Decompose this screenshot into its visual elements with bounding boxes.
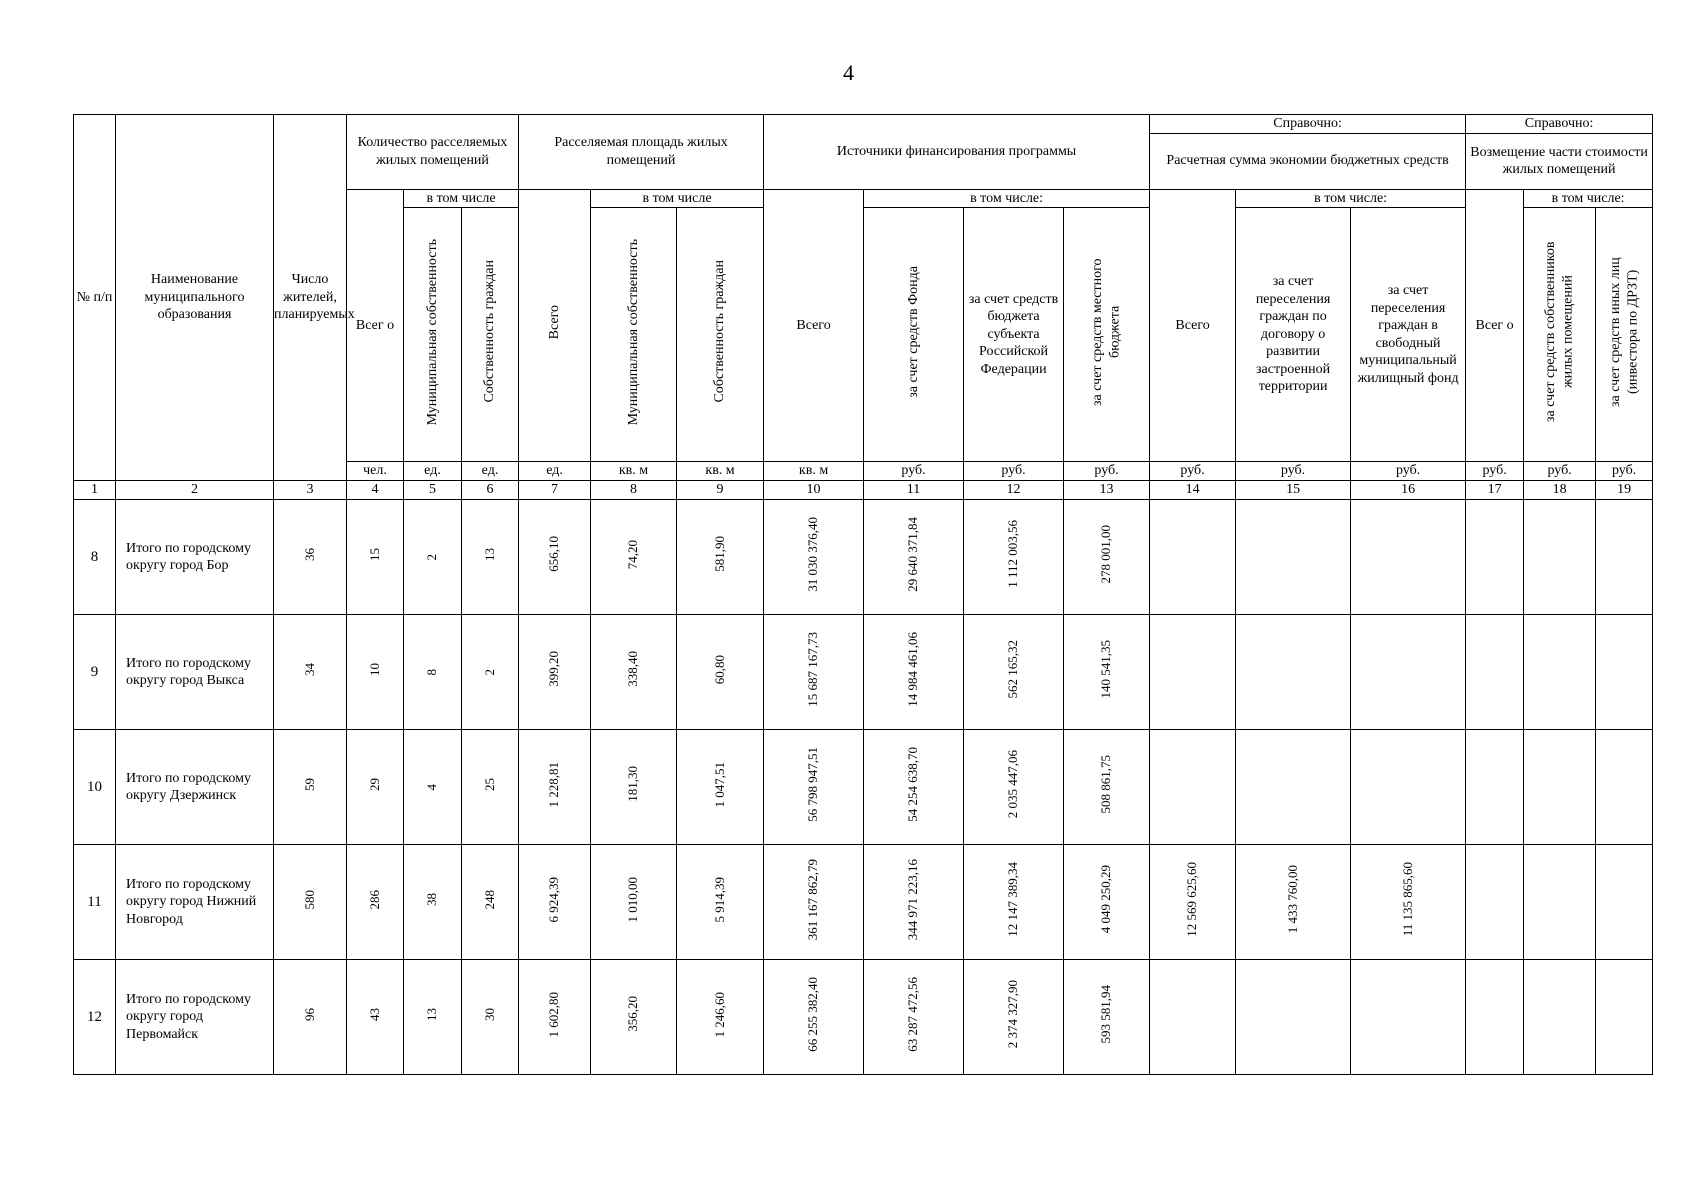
- municipality-name: Итого по городскому округу город Выкса: [116, 615, 274, 730]
- value-cell: 1 010,00: [591, 845, 677, 960]
- municipality-name: Итого по городскому округу город Бор: [116, 500, 274, 615]
- column-number-cell: 9: [677, 481, 764, 500]
- page-number: 4: [843, 60, 854, 85]
- value-cell: 1 602,80: [519, 960, 591, 1075]
- value-cell: 581,90: [677, 500, 764, 615]
- column-number-cell: 19: [1596, 481, 1653, 500]
- value-cell: 344 971 223,16: [864, 845, 964, 960]
- column-number-cell: 5: [404, 481, 462, 500]
- header-area-incl: в том числе: [591, 189, 764, 208]
- value-cell: 31 030 376,40: [764, 500, 864, 615]
- value-cell: 29 640 371,84: [864, 500, 964, 615]
- value-cell: [1351, 500, 1466, 615]
- header-finance-total: Всего: [764, 189, 864, 462]
- value-cell: 34: [274, 615, 347, 730]
- value-cell: [1596, 500, 1653, 615]
- value-cell: 1 228,81: [519, 730, 591, 845]
- municipality-name: Итого по городскому округу город Первомайск: [116, 960, 274, 1075]
- unit-cell: руб.: [1524, 462, 1596, 481]
- unit-cell: чел.: [347, 462, 404, 481]
- value-cell: 12 147 389,34: [964, 845, 1064, 960]
- column-number-cell: 18: [1524, 481, 1596, 500]
- header-reimb-owners: за счет средств собственников жилых помещений: [1524, 208, 1596, 462]
- value-cell: [1351, 730, 1466, 845]
- value-cell: [1236, 500, 1351, 615]
- row-number: 9: [74, 615, 116, 730]
- value-cell: 2 035 447,06: [964, 730, 1064, 845]
- value-cell: 1 112 003,56: [964, 500, 1064, 615]
- header-reference-2: Справочно:: [1466, 115, 1653, 134]
- value-cell: 10: [347, 615, 404, 730]
- value-cell: [1150, 960, 1236, 1075]
- value-cell: [1466, 500, 1524, 615]
- column-number-cell: 14: [1150, 481, 1236, 500]
- header-finance-fund: за счет средств Фонда: [864, 208, 964, 462]
- value-cell: 15 687 167,73: [764, 615, 864, 730]
- value-cell: [1236, 960, 1351, 1075]
- value-cell: 96: [274, 960, 347, 1075]
- value-cell: 15: [347, 500, 404, 615]
- value-cell: [1466, 615, 1524, 730]
- header-reimbursement-group: Возмещение части стоимости жилых помещений: [1466, 133, 1653, 189]
- value-cell: [1524, 960, 1596, 1075]
- column-number-cell: 13: [1064, 481, 1150, 500]
- header-finance-group: Источники финансирования программы: [764, 115, 1150, 190]
- unit-cell: кв. м: [677, 462, 764, 481]
- header-savings-total: Всего: [1150, 189, 1236, 462]
- column-number-cell: 12: [964, 481, 1064, 500]
- unit-cell: кв. м: [591, 462, 677, 481]
- unit-cell: руб.: [864, 462, 964, 481]
- value-cell: 1 246,60: [677, 960, 764, 1075]
- unit-cell: руб.: [1236, 462, 1351, 481]
- unit-cell: кв. м: [764, 462, 864, 481]
- column-number-row: [74, 481, 1653, 500]
- value-cell: [1524, 615, 1596, 730]
- resettlement-table: [73, 114, 1653, 1075]
- header-no: № п/п: [74, 115, 116, 481]
- value-cell: 248: [462, 845, 519, 960]
- value-cell: 12 569 625,60: [1150, 845, 1236, 960]
- header-area-group: Расселяемая площадь жилых помещений: [519, 115, 764, 190]
- value-cell: 36: [274, 500, 347, 615]
- unit-cell: руб.: [964, 462, 1064, 481]
- unit-cell: руб.: [1596, 462, 1653, 481]
- unit-cell: руб.: [1351, 462, 1466, 481]
- header-finance-incl: в том числе:: [864, 189, 1150, 208]
- value-cell: 6 924,39: [519, 845, 591, 960]
- header-units-total: Всег о: [347, 189, 404, 462]
- unit-cell: ед.: [519, 462, 591, 481]
- column-number-cell: 8: [591, 481, 677, 500]
- value-cell: 66 255 382,40: [764, 960, 864, 1075]
- value-cell: 508 861,75: [1064, 730, 1150, 845]
- value-cell: 356,20: [591, 960, 677, 1075]
- row-number: 10: [74, 730, 116, 845]
- row-number: 8: [74, 500, 116, 615]
- header-reimb-total: Всег о: [1466, 189, 1524, 462]
- unit-cell: руб.: [1150, 462, 1236, 481]
- value-cell: [1596, 960, 1653, 1075]
- column-number-cell: 10: [764, 481, 864, 500]
- value-cell: [1596, 730, 1653, 845]
- column-number-cell: 2: [116, 481, 274, 500]
- header-units-group: Количество расселяемых жилых помещений: [347, 115, 519, 190]
- value-cell: 2 374 327,90: [964, 960, 1064, 1075]
- municipality-name: Итого по городскому округу Дзержинск: [116, 730, 274, 845]
- header-name: Наименование муниципального образования: [116, 115, 274, 481]
- row-number: 11: [74, 845, 116, 960]
- header-reference-1: Справочно:: [1150, 115, 1466, 134]
- header-finance-regional: за счет средств бюджета субъекта Российской Федерации: [964, 208, 1064, 462]
- value-cell: 399,20: [519, 615, 591, 730]
- value-cell: [1150, 500, 1236, 615]
- value-cell: 5 914,39: [677, 845, 764, 960]
- value-cell: [1236, 615, 1351, 730]
- column-number-cell: 11: [864, 481, 964, 500]
- column-number-cell: 7: [519, 481, 591, 500]
- table-row: [74, 500, 1653, 615]
- header-area-municipal: Муниципальная собственность: [591, 208, 677, 462]
- unit-cell: руб.: [1064, 462, 1150, 481]
- value-cell: 580: [274, 845, 347, 960]
- value-cell: 60,80: [677, 615, 764, 730]
- value-cell: [1150, 730, 1236, 845]
- value-cell: 29: [347, 730, 404, 845]
- header-units-municipal: Муниципальная собственность: [404, 208, 462, 462]
- value-cell: 656,10: [519, 500, 591, 615]
- header-reimb-incl: в том числе:: [1524, 189, 1653, 208]
- value-cell: 63 287 472,56: [864, 960, 964, 1075]
- value-cell: [1150, 615, 1236, 730]
- value-cell: [1466, 960, 1524, 1075]
- column-number-cell: 15: [1236, 481, 1351, 500]
- value-cell: [1236, 730, 1351, 845]
- column-number-cell: 17: [1466, 481, 1524, 500]
- value-cell: 2: [462, 615, 519, 730]
- value-cell: [1524, 845, 1596, 960]
- value-cell: 14 984 461,06: [864, 615, 964, 730]
- unit-cell: руб.: [1466, 462, 1524, 481]
- value-cell: [1524, 500, 1596, 615]
- table-row: [74, 615, 1653, 730]
- header-units-incl: в том числе: [404, 189, 519, 208]
- value-cell: 13: [404, 960, 462, 1075]
- header-area-total: Всего: [519, 189, 591, 462]
- value-cell: 56 798 947,51: [764, 730, 864, 845]
- value-cell: 278 001,00: [1064, 500, 1150, 615]
- value-cell: [1351, 615, 1466, 730]
- value-cell: 4: [404, 730, 462, 845]
- header-savings-group: Расчетная сумма экономии бюджетных средств: [1150, 133, 1466, 189]
- value-cell: 562 165,32: [964, 615, 1064, 730]
- unit-cell: ед.: [462, 462, 519, 481]
- unit-cell: ед.: [404, 462, 462, 481]
- value-cell: 140 541,35: [1064, 615, 1150, 730]
- value-cell: 13: [462, 500, 519, 615]
- value-cell: 43: [347, 960, 404, 1075]
- value-cell: 181,30: [591, 730, 677, 845]
- value-cell: 30: [462, 960, 519, 1075]
- header-reimb-investor: за счет средств иных лиц (инвестора по ДРЗТ): [1596, 208, 1653, 462]
- value-cell: 74,20: [591, 500, 677, 615]
- column-number-cell: 4: [347, 481, 404, 500]
- value-cell: 1 433 760,00: [1236, 845, 1351, 960]
- column-number-cell: 6: [462, 481, 519, 500]
- header-savings-dev-contract: за счет переселения граждан по договору о развитии застроенной территории: [1236, 208, 1351, 462]
- value-cell: 54 254 638,70: [864, 730, 964, 845]
- value-cell: 8: [404, 615, 462, 730]
- header-units-citizens: Собственность граждан: [462, 208, 519, 462]
- value-cell: 338,40: [591, 615, 677, 730]
- value-cell: 2: [404, 500, 462, 615]
- table-row: [74, 730, 1653, 845]
- value-cell: 25: [462, 730, 519, 845]
- column-number-cell: 1: [74, 481, 116, 500]
- value-cell: [1466, 845, 1524, 960]
- table-row: [74, 845, 1653, 960]
- column-number-cell: 3: [274, 481, 347, 500]
- value-cell: 593 581,94: [1064, 960, 1150, 1075]
- column-number-cell: 16: [1351, 481, 1466, 500]
- header-finance-local: за счет средств местного бюджета: [1064, 208, 1150, 462]
- header-residents: Число жителей, планируемых: [274, 115, 347, 481]
- row-number: 12: [74, 960, 116, 1075]
- header-savings-free-fund: за счет переселения граждан в свободный муниципальный жилищный фонд: [1351, 208, 1466, 462]
- value-cell: 38: [404, 845, 462, 960]
- header-savings-incl: в том числе:: [1236, 189, 1466, 208]
- value-cell: 361 167 862,79: [764, 845, 864, 960]
- value-cell: [1466, 730, 1524, 845]
- value-cell: [1351, 960, 1466, 1075]
- table-row: [74, 960, 1653, 1075]
- municipality-name: Итого по городскому округу город Нижний Новгород: [116, 845, 274, 960]
- value-cell: [1596, 845, 1653, 960]
- value-cell: [1596, 615, 1653, 730]
- value-cell: 59: [274, 730, 347, 845]
- value-cell: 4 049 250,29: [1064, 845, 1150, 960]
- value-cell: 286: [347, 845, 404, 960]
- value-cell: [1524, 730, 1596, 845]
- header-area-citizens: Собственность граждан: [677, 208, 764, 462]
- value-cell: 1 047,51: [677, 730, 764, 845]
- value-cell: 11 135 865,60: [1351, 845, 1466, 960]
